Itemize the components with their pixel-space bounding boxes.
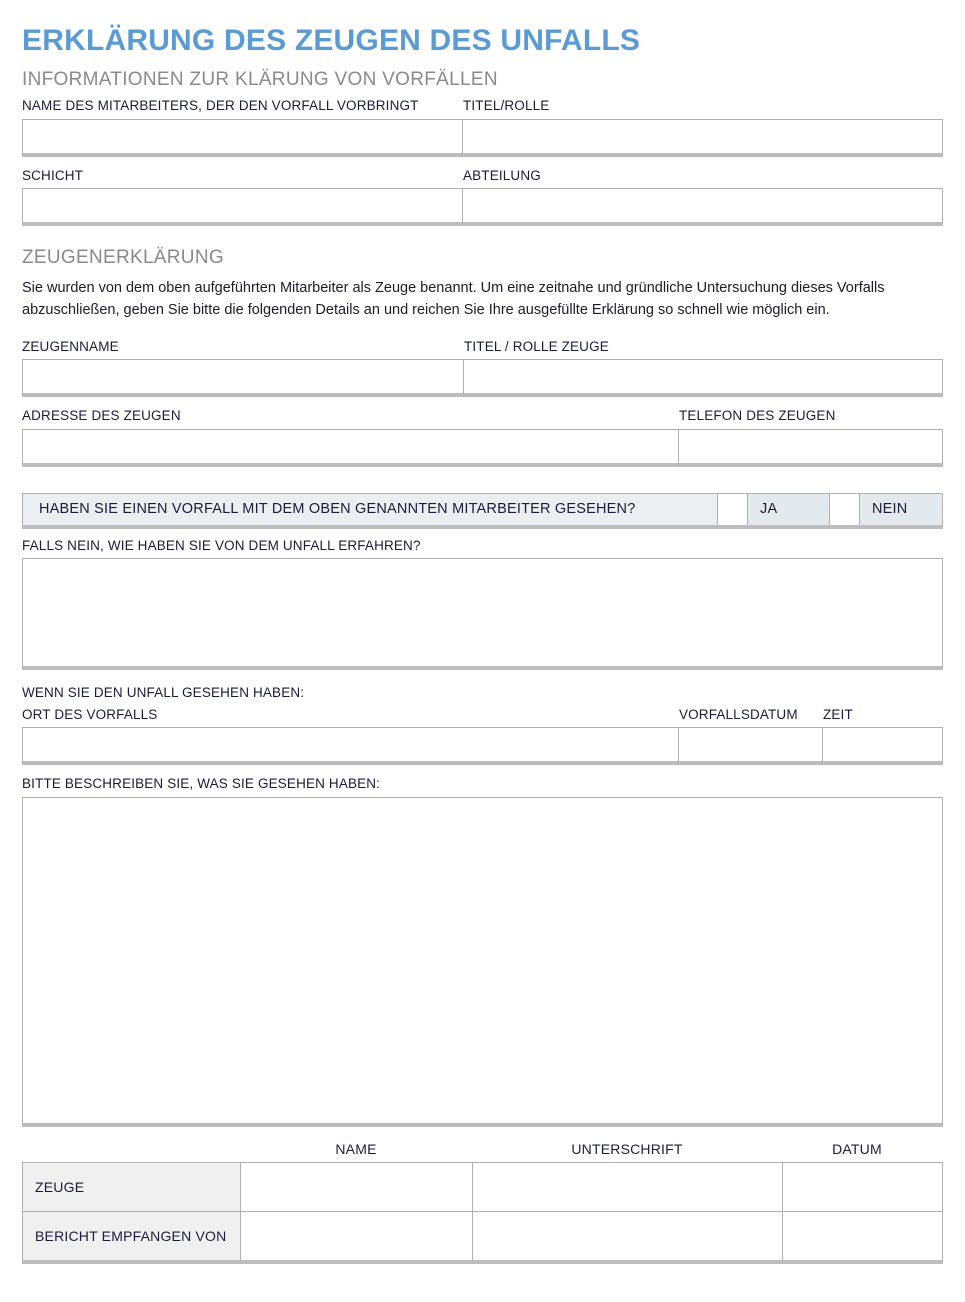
row-employee-fields [22, 119, 943, 157]
department-field[interactable] [463, 188, 943, 226]
witness-signature-field[interactable] [473, 1163, 783, 1211]
describe-what-you-saw-textarea[interactable] [22, 797, 943, 1127]
table-row [23, 1163, 942, 1211]
report-received-name-field[interactable] [241, 1212, 473, 1260]
signature-header-name: NAME [335, 1140, 377, 1157]
label-department: ABTEILUNG [463, 167, 541, 183]
label-incident-time: ZEIT [823, 706, 853, 722]
signature-table-headers [22, 1141, 943, 1162]
signature-header-spacer [22, 1141, 240, 1157]
shift-field[interactable] [22, 188, 463, 226]
if-no-how-learned-textarea[interactable] [22, 558, 943, 670]
labels-row-shift [22, 169, 943, 183]
section-heading-witness-statement: ZEUGENERKLÄRUNG [22, 247, 224, 268]
signature-row-label-witness: ZEUGE [23, 1163, 241, 1211]
report-received-date-field[interactable] [783, 1212, 942, 1260]
option-label-no[interactable]: NEIN [860, 494, 942, 525]
title-role-field[interactable] [463, 119, 943, 157]
incident-time-field[interactable] [823, 727, 943, 765]
witnessed-incident-question-label: HABEN SIE EINEN VORFALL MIT DEM OBEN GENANNTEN MITARBEITER GESEHEN? [23, 494, 718, 525]
row-location-date-time [22, 727, 943, 765]
witness-signature-name-field[interactable] [241, 1163, 473, 1211]
label-shift: SCHICHT [22, 167, 84, 183]
label-incident-date: VORFALLSDATUM [679, 706, 798, 722]
option-label-yes[interactable]: JA [748, 494, 830, 525]
incident-location-field[interactable] [22, 727, 679, 765]
signature-table [22, 1162, 943, 1264]
label-employee-name: NAME DES MITARBEITERS, DER DEN VORFALL VORBRINGT [22, 98, 419, 113]
witness-name-field[interactable] [22, 359, 464, 397]
row-witness-name-fields [22, 359, 943, 397]
label-if-no-how-learned: FALLS NEIN, WIE HABEN SIE VON DEM UNFALL ERFAHREN? [22, 537, 421, 553]
labels-row-witness-name [22, 340, 943, 354]
witness-signature-date-field[interactable] [783, 1163, 942, 1211]
witness-title-role-field[interactable] [464, 359, 943, 397]
signature-row-label-report-received-by: BERICHT EMPFANGEN VON [23, 1212, 241, 1260]
table-row [23, 1211, 942, 1260]
witness-address-field[interactable] [22, 429, 679, 467]
checkbox-no[interactable] [830, 494, 860, 525]
page-title: ERKLÄRUNG DES ZEUGEN DES UNFALLS [22, 24, 641, 57]
witness-phone-field[interactable] [679, 429, 943, 467]
label-describe-what-you-saw: BITTE BESCHREIBEN SIE, WAS SIE GESEHEN HABEN: [22, 776, 381, 792]
label-if-seen-intro: WENN SIE DEN UNFALL GESEHEN HABEN: [22, 685, 305, 701]
label-witness-title-role: TITEL / ROLLE ZEUGE [464, 338, 609, 354]
signature-header-date: DATUM [832, 1140, 882, 1157]
incident-date-field[interactable] [679, 727, 823, 765]
witness-statement-paragraph: Sie wurden von dem oben aufgeführten Mitarbeiter als Zeuge benannt. Um eine zeitnahe und gründliche Untersuchung dieses Vorfalls abzuschließen, geben Sie bitte die folgenden Details an und reichen Sie Ihre ausgefüllte Erklärung so schnell wie möglich ein. [22, 280, 885, 319]
report-received-signature-field[interactable] [473, 1212, 783, 1260]
row-witness-address-fields [22, 429, 943, 467]
label-title-role: TITEL/ROLLE [463, 98, 550, 113]
label-incident-location: ORT DES VORFALLS [22, 706, 158, 722]
employee-name-field[interactable] [22, 119, 463, 157]
labels-row-location [22, 708, 943, 722]
row-shift-fields [22, 188, 943, 226]
checkbox-yes[interactable] [718, 494, 748, 525]
label-witness-name: ZEUGENNAME [22, 338, 119, 354]
labels-row-witness-address [22, 409, 943, 423]
witnessed-incident-question-row [22, 493, 943, 529]
signature-header-signature: UNTERSCHRIFT [571, 1140, 683, 1157]
label-witness-phone: TELEFON DES ZEUGEN [679, 408, 836, 424]
labels-row-employee [22, 99, 943, 113]
section-heading-incident-info: INFORMATIONEN ZUR KLÄRUNG VON VORFÄLLEN [22, 69, 498, 90]
label-witness-address: ADRESSE DES ZEUGEN [22, 408, 181, 424]
